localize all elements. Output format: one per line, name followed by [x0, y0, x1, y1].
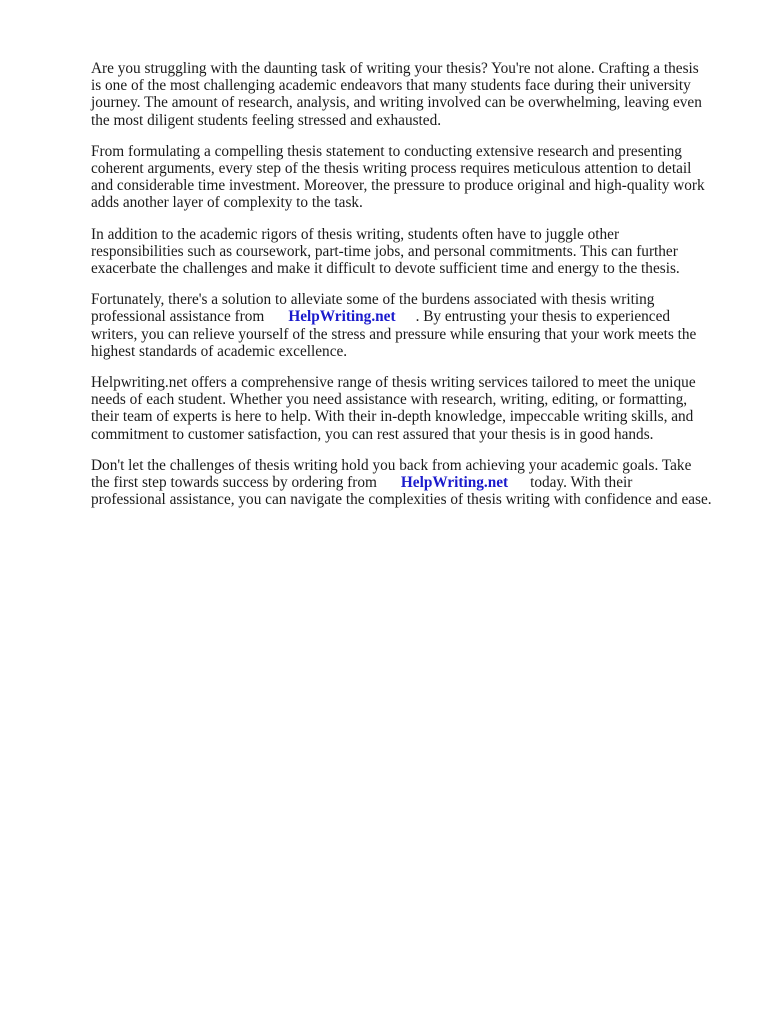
- paragraph-intro: [91, 60, 731, 129]
- paragraph-line: their team of experts is here to help. With their in-depth knowledge, impeccable writing skills, and: [91, 408, 694, 426]
- paragraph-line: adds another layer of complexity to the task.: [91, 194, 363, 212]
- paragraph-conclusion: [91, 457, 731, 509]
- paragraph-line: responsibilities such as coursework, part-time jobs, and personal commitments. This can further: [91, 242, 678, 260]
- paragraph-line: In addition to the academic rigors of thesis writing, students often have to juggle other: [91, 225, 620, 243]
- link-prefix-text: professional assistance from: [91, 308, 265, 326]
- paragraph-line: the most diligent students feeling stressed and exhausted.: [91, 111, 442, 129]
- paragraph-line: and considerable time investment. Moreover, the pressure to produce original and high-quality work: [91, 177, 705, 195]
- paragraph-line: From formulating a compelling thesis statement to conducting extensive research and presenting: [91, 142, 682, 160]
- link-suffix-text: today. With their: [530, 474, 633, 492]
- paragraph-line: highest standards of academic excellence.: [91, 342, 348, 360]
- paragraph-line: Fortunately, there's a solution to alleviate some of the burdens associated with thesis writing: [91, 291, 655, 309]
- paragraph-line: needs of each student. Whether you need assistance with research, writing, editing, or formatting,: [91, 391, 688, 409]
- paragraph-process: [91, 143, 731, 212]
- link-prefix-text: the first step towards success by ordering from: [91, 474, 377, 492]
- paragraph-responsibilities: [91, 226, 731, 278]
- helpwriting-link[interactable]: HelpWriting.net: [400, 474, 509, 492]
- document-body: [91, 60, 731, 522]
- link-suffix-text: . By entrusting your thesis to experienced: [415, 308, 671, 326]
- paragraph-services: [91, 374, 731, 443]
- paragraph-solution: [91, 291, 731, 360]
- paragraph-line: is one of the most challenging academic endeavors that many students face during their university: [91, 77, 691, 95]
- paragraph-line: commitment to customer satisfaction, you can rest assured that your thesis is in good hands.: [91, 425, 654, 443]
- paragraph-line: Don't let the challenges of thesis writing hold you back from achieving your academic goals. Take: [91, 456, 692, 474]
- paragraph-line: writers, you can relieve yourself of the stress and pressure while ensuring that your work meets the: [91, 325, 697, 343]
- paragraph-line: Are you struggling with the daunting task of writing your thesis? You're not alone. Crafting a thesis: [91, 60, 699, 77]
- helpwriting-link[interactable]: HelpWriting.net: [288, 308, 396, 326]
- paragraph-line-with-link: [91, 308, 731, 325]
- paragraph-line: coherent arguments, every step of the thesis writing process requires meticulous attention to detail: [91, 160, 692, 178]
- paragraph-line: Helpwriting.net offers a comprehensive range of thesis writing services tailored to meet the unique: [91, 374, 696, 392]
- paragraph-line: exacerbate the challenges and make it difficult to devote sufficient time and energy to the thesis.: [91, 260, 680, 278]
- paragraph-line-with-link: [91, 474, 731, 491]
- paragraph-line: professional assistance, you can navigate the complexities of thesis writing with confidence and ease.: [91, 491, 712, 509]
- paragraph-line: journey. The amount of research, analysis, and writing involved can be overwhelming, leaving even: [91, 94, 702, 112]
